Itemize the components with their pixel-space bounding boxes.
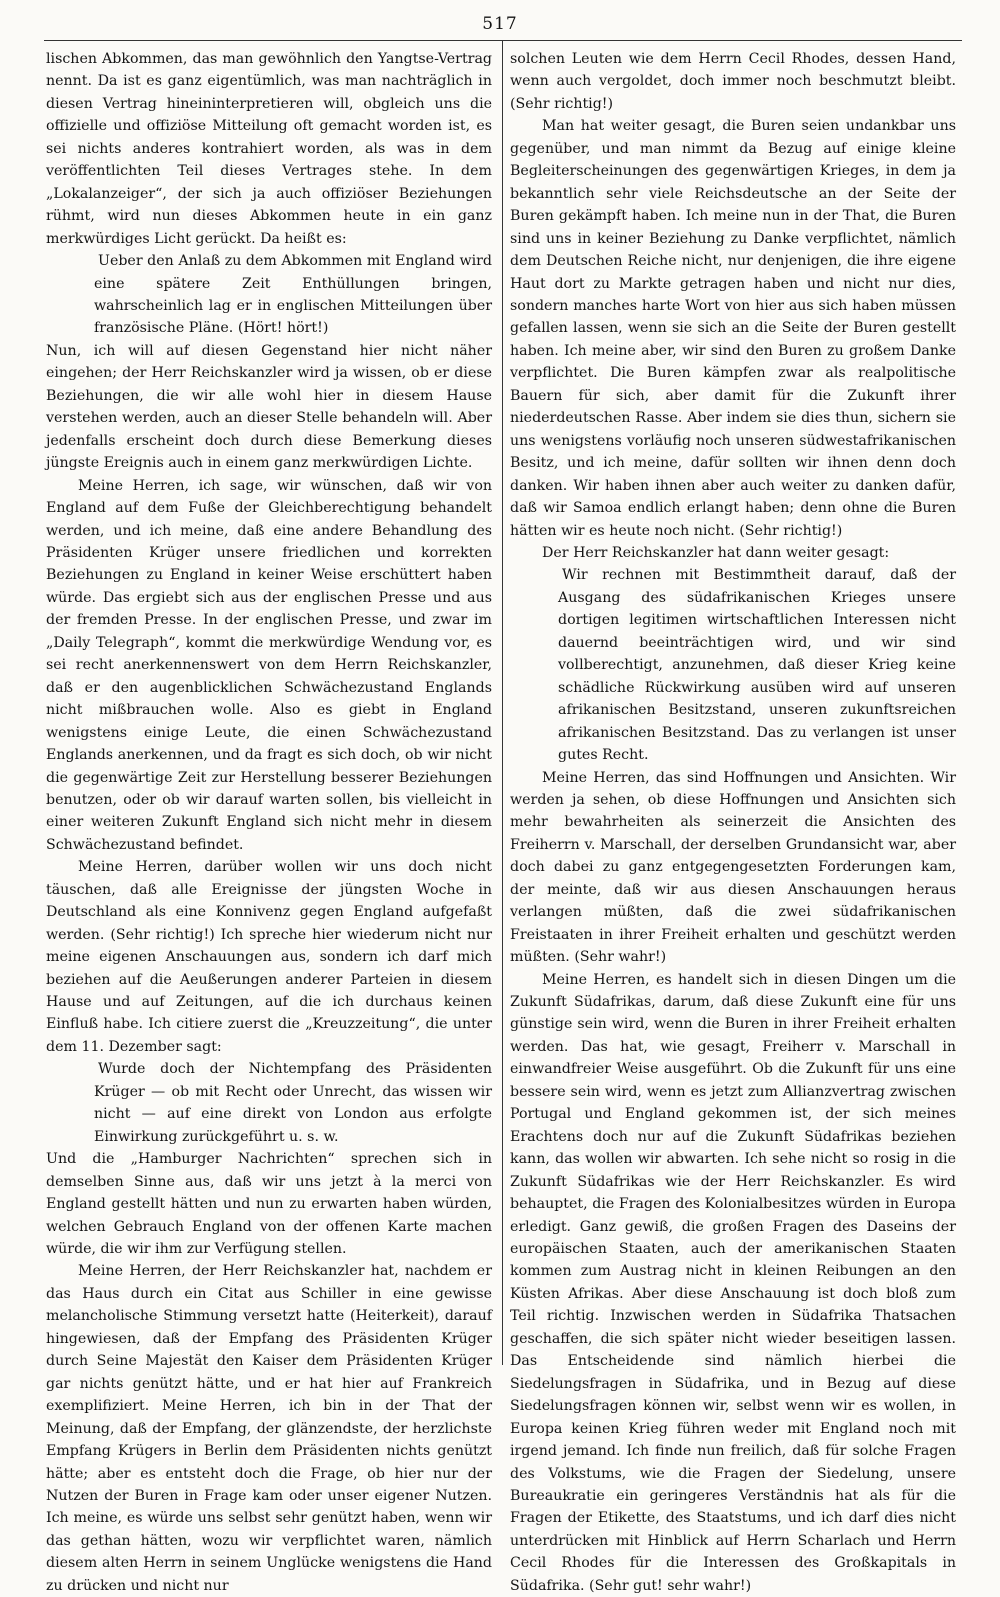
paragraph: solchen Leuten wie dem Herrn Cecil Rhodes, dessen Hand, wenn auch vergoldet, doch immer noch beschmutzt bleibt. (Sehr richtig!) xyxy=(510,51,956,112)
quotation: Wir rechnen mit Bestimmtheit darauf, daß der Ausgang des südafrikanischen Krieges unsere dortigen legitimen wirtschaftlichen Interessen nicht dauernd beeinträchtigen wird, und wir sind vollberechtigt, anzunehmen, daß dieser Krieg keine schädliche Rückwirkung ausüben wird auf unseren afrikanischen Besitzstand, unseren zukunftsreichen afrikanischen Besitzstand. Das zu verlangen ist unser gutes Recht. xyxy=(558,567,956,764)
paragraph: Meine Herren, es handelt sich in diesen Dingen um die Zukunft Südafrikas, darum, daß diese Zukunft eine für uns günstige sein wird, wenn die Buren in ihrer Freiheit erhalten werden. Das hat, wie gesagt, Freiherr v. Marschall in einwandfreier Weise ausgeführt. Ob die Zukunft für uns eine bessere sein wird, wenn es jetzt zum Allianzvertrag zwischen Portugal und England gekommen ist, der sich meines Erachtens doch nur auf die Zukunft Südafrikas beziehen kann, das wollen wir abwarten. Ich sehe nicht so rosig in die Zukunft Südafrikas wie der Herr Reichskanzler. Es wird behauptet, die Fragen des Kolonialbesitzes würden in Europa erledigt. Ganz gewiß, die großen Fragen des Daseins der europäischen Staaten, auch der amerikanischen Staaten kommen zum Austrag nicht in kleinen Reibungen an den Küsten Afrikas. Aber diese Anschauung ist doch bloß zum Teil richtig. Inzwischen werden in Südafrika Thatsachen geschaffen, die sich später nicht wieder beseitigen lassen. Das Entscheidende sind nämlich hierbei die Siedelungsfragen in Südafrika, und in Bezug auf diese Siedelungsfragen können wir, selbst wenn wir es wollen, in Europa keinen Krieg führen weder mit England noch mit irgend jemand. Ich finde nun freilich, daß für solche Fragen des Volkstums, wie die Fragen der Siedelung, unsere Bureaukratie ein geringeres Verständnis hat als für die Fragen der Etikette, des Staatstums, und ich darf dies nicht unterdrücken mit Hinblick auf Herrn Scharlach und Herrn Cecil Rhodes für die Interessen des Großkapitals in Südafrika. (Sehr gut! sehr wahr!) xyxy=(510,971,956,1594)
page-number: 517 xyxy=(482,14,518,34)
paragraph: Man hat weiter gesagt, die Buren seien undankbar uns gegenüber, und man nimmt da Bezug auf einige kleine Begleiterscheinungen des gegenwärtigen Krieges, in dem ja bekanntlich sehr viele Reichsdeutsche an der Seite der Buren gekämpft haben. Ich meine nun in der That, die Buren sind uns in keiner Beziehung zu Danke verpflichtet, nämlich dem Deutschen Reiche nicht, nur denjenigen, die ihre eigene Haut dort zu Markte getragen haben und nicht nur dies, sondern manches harte Wort von hier aus sich haben müssen gefallen lassen, wenn sie sich an die Seite der Buren gestellt haben. Ich meine aber, wir sind den Buren zu großem Danke verpflichtet. Die Buren kämpfen zwar als realpolitische Bauern für sich, aber damit für die Zukunft ihrer niederdeutschen Rasse. Aber indem sie dies thun, sichern sie uns wenigstens vorläufig noch unseren südwestafrikanischen Besitz, und ich meine, dafür sollten wir ihnen denn doch danken. Wir haben ihnen aber auch weiter zu danken dafür, daß wir Samoa endlich erlangt haben; denn ohne die Buren hätten wir es heute noch nicht. (Sehr richtig!) xyxy=(510,118,956,539)
paragraph: lischen Abkommen, das man gewöhnlich den Yangtse-Vertrag nennt. Da ist es ganz eigentümlich, was man nachträglich in diesen Vertrag hineininterpretieren will, obgleich uns die offizielle und offiziöse Mitteilung oft gemacht worden ist, es sei nichts anderes kontrahiert worden, als was in dem veröffentlichten Teil dieses Vertrages stehe. In dem „Lokalanzeiger“, der sich ja auch offiziöser Beziehungen rühmt, wird nun dieses Abkommen heute in ein ganz merkwürdiges Licht gerückt. Da heißt es: xyxy=(46,51,492,247)
quotation: Wurde doch der Nichtempfang des Präsidenten Krüger — ob mit Recht oder Unrecht, das wissen wir nicht — auf eine direkt von London aus erfolgte Einwirkung zurückgeführt u. s. w. xyxy=(94,1061,492,1145)
paragraph: Meine Herren, darüber wollen wir uns doch nicht täuschen, daß alle Ereignisse der jüngsten Woche in Deutschland als eine Konnivenz gegen England aufgefaßt werden. (Sehr richtig!) Ich spreche hier wiederum nicht nur meine eigenen Anschauungen aus, sondern ich darf mich beziehen auf die Aeußerungen anderer Parteien in diesem Hause und auf Zeitungen, auf die ich durchaus keinen Einfluß habe. Ich citiere zuerst die „Kreuzzeitung“, die unter dem 11. Dezember sagt: xyxy=(46,859,492,1055)
quotation: Ueber den Anlaß zu dem Abkommen mit England wird eine spätere Zeit Enthüllungen bringen, wahrscheinlich lag er in englischen Mitteilungen über französische Pläne. (Hört! hört!) xyxy=(94,253,492,337)
left-column xyxy=(46,48,492,1597)
paragraph: Meine Herren, ich sage, wir wünschen, daß wir von England auf dem Fuße der Gleichberechtigung behandelt werden, und ich meine, daß eine andere Behandlung des Präsidenten Krüger unsere friedlichen und korrekten Beziehungen zu England in keiner Weise erschüttert haben würde. Das ergiebt sich aus der englischen Presse und aus der fremden Presse. In der englischen Presse, und zwar im „Daily Telegraph“, kommt die merkwürdige Wendung vor, es sei recht anerkennenswert von dem Herrn Reichskanzler, daß er den augenblicklichen Schwächezustand Englands nicht mißbrauchen wolle. Also es giebt in England wenigstens einige Leute, die einen Schwächezustand Englands anerkennen, und da fragt es sich doch, ob wir nicht die gegenwärtige Zeit zur Herstellung besserer Beziehungen benutzen, oder ob wir darauf warten sollen, bis vielleicht in einer weiteren Zukunft England sich nicht mehr in diesem Schwächezustand befindet. xyxy=(46,477,492,853)
paragraph: Und die „Hamburger Nachrichten“ sprechen sich in demselben Sinne aus, daß wir uns jetzt à la merci von England gestellt hätten und nun zu erwarten haben würden, welchen Gebrauch England von der offenen Karte machen würde, die wir ihm zur Verfügung stellen. xyxy=(46,1151,492,1258)
paragraph: Meine Herren, der Herr Reichskanzler hat, nachdem er das Haus durch ein Citat aus Schiller in eine gewisse melancholische Stimmung versetzt hatte (Heiterkeit), darauf hingewiesen, daß der Empfang des Präsidenten Krüger durch Seine Majestät den Kaiser dem Präsidenten Krüger gar nichts genützt hätte, und er hat hier auf Frankreich exemplifiziert. Meine Herren, ich bin in der That der Meinung, daß der Empfang, der glänzendste, der herzlichste Empfang Krügers in Berlin dem Präsidenten nichts genützt hätte; aber es entsteht doch die Frage, ob hier nur der Nutzen der Buren in Frage kam oder unser eigener Nutzen. Ich meine, es würde uns selbst sehr genützt haben, wenn wir das gethan hätten, wozu wir verpflichtet waren, nämlich diesem alten Herrn in seinem Unglücke wenigstens die Hand zu drücken und nicht nur xyxy=(46,1263,492,1594)
paragraph: Nun, ich will auf diesen Gegenstand hier nicht näher eingehen; der Herr Reichskanzler wird ja wissen, ob er diese Beziehungen, die wir alle wohl hier in diesem Hause verstehen werden, auch an dieser Stelle behandeln will. Aber jedenfalls erscheint doch durch diese Bemerkung dieses jüngste Ereignis auch in einem ganz merkwürdigen Lichte. xyxy=(46,342,492,472)
right-column xyxy=(510,48,956,1597)
paragraph: Der Herr Reichskanzler hat dann weiter gesagt: xyxy=(542,544,890,561)
paragraph: Meine Herren, das sind Hoffnungen und Ansichten. Wir werden ja sehen, ob diese Hoffnungen und Ansichten sich mehr bewahrheiten als seinerzeit die Ansichten des Freiherrn v. Marschall, der derselben Grundansicht war, aber doch dabei zu ganz entgegengesetzten Forderungen kam, der meinte, daß wir aus diesen Anschauungen heraus verlangen müßten, daß die zwei südafrikanischen Freistaaten in ihrer Freiheit erhalten und geschützt werden müßten. (Sehr wahr!) xyxy=(510,769,956,966)
column-divider xyxy=(502,40,503,1365)
header-rule xyxy=(44,40,962,41)
